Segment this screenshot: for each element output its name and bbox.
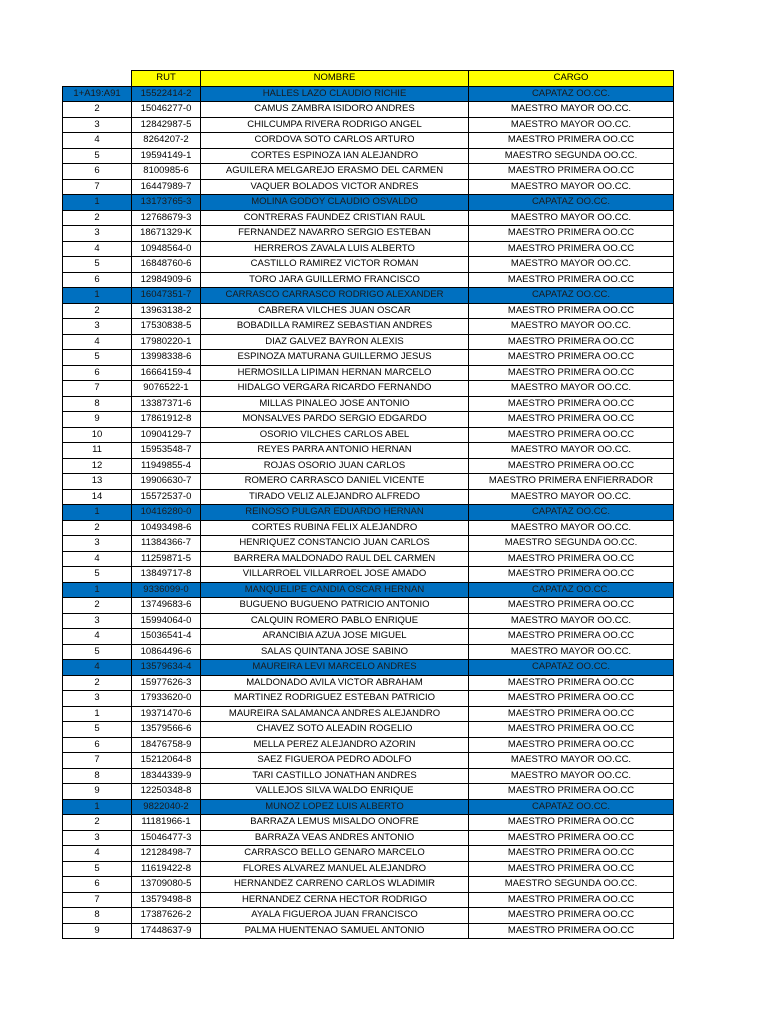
cargo-cell: CAPATAZ OO.CC. (469, 660, 674, 676)
table-row (63, 210, 674, 226)
nombre-cell: SALAS QUINTANA JOSE SABINO (201, 644, 469, 660)
row-number-cell: 1 (63, 582, 132, 598)
row-number-cell: 5 (63, 567, 132, 583)
nombre-cell: MOLINA GODOY CLAUDIO OSVALDO (201, 195, 469, 211)
nombre-cell: CORTES RUBINA FELIX ALEJANDRO (201, 520, 469, 536)
row-number-cell: 6 (63, 877, 132, 893)
cargo-cell: MAESTRO MAYOR OO.CC. (469, 613, 674, 629)
cargo-cell: MAESTRO PRIMERA OO.CC (469, 629, 674, 645)
table-row (63, 737, 674, 753)
table-row (63, 474, 674, 490)
table-row (63, 350, 674, 366)
row-number-cell: 3 (63, 830, 132, 846)
row-number-cell: 1 (63, 799, 132, 815)
row-number-cell: 5 (63, 257, 132, 273)
nombre-cell: HERMOSILLA LIPIMAN HERNAN MARCELO (201, 365, 469, 381)
table-row (63, 861, 674, 877)
table-row (63, 846, 674, 862)
table-row (63, 288, 674, 304)
table-row (63, 598, 674, 614)
nombre-cell: TIRADO VELIZ ALEJANDRO ALFREDO (201, 489, 469, 505)
row-number-cell: 4 (63, 551, 132, 567)
row-number-cell: 9 (63, 784, 132, 800)
rut-cell: 12768679-3 (132, 210, 201, 226)
workers-table (62, 70, 674, 939)
rut-cell: 13579498-8 (132, 892, 201, 908)
cargo-cell: MAESTRO PRIMERA OO.CC (469, 272, 674, 288)
rut-cell: 13709080-5 (132, 877, 201, 893)
rut-cell: 15953548-7 (132, 443, 201, 459)
nombre-cell: ESPINOZA MATURANA GUILLERMO JESUS (201, 350, 469, 366)
table-row (63, 272, 674, 288)
cargo-cell: MAESTRO SEGUNDA OO.CC. (469, 148, 674, 164)
table-row (63, 923, 674, 939)
table-row (63, 458, 674, 474)
table-row (63, 133, 674, 149)
table-row (63, 520, 674, 536)
nombre-cell: MONSALVES PARDO SERGIO EDGARDO (201, 412, 469, 428)
rut-cell: 11181966-1 (132, 815, 201, 831)
table-row (63, 660, 674, 676)
cargo-cell: MAESTRO PRIMERA OO.CC (469, 815, 674, 831)
cargo-cell: CAPATAZ OO.CC. (469, 582, 674, 598)
nombre-cell: ROJAS OSORIO JUAN CARLOS (201, 458, 469, 474)
cargo-cell: CAPATAZ OO.CC. (469, 288, 674, 304)
table-row (63, 567, 674, 583)
nombre-cell: BUGUENO BUGUENO PATRICIO ANTONIO (201, 598, 469, 614)
cargo-cell: MAESTRO PRIMERA OO.CC (469, 427, 674, 443)
nombre-cell: AYALA FIGUEROA JUAN FRANCISCO (201, 908, 469, 924)
cargo-cell: MAESTRO PRIMERA OO.CC (469, 830, 674, 846)
cargo-cell: MAESTRO MAYOR OO.CC. (469, 753, 674, 769)
rut-cell: 15572537-0 (132, 489, 201, 505)
rut-cell: 11949855-4 (132, 458, 201, 474)
nombre-cell: VALLEJOS SILVA WALDO ENRIQUE (201, 784, 469, 800)
table-row (63, 443, 674, 459)
cargo-cell: MAESTRO PRIMERA OO.CC (469, 737, 674, 753)
row-number-cell: 5 (63, 350, 132, 366)
header-row (63, 71, 674, 87)
cargo-cell: MAESTRO PRIMERA ENFIERRADOR (469, 474, 674, 490)
rut-cell: 10904129-7 (132, 427, 201, 443)
table-row (63, 427, 674, 443)
rut-cell: 13579634-4 (132, 660, 201, 676)
nombre-cell: FERNANDEZ NAVARRO SERGIO ESTEBAN (201, 226, 469, 242)
row-number-cell: 8 (63, 396, 132, 412)
nombre-cell: CORTES ESPINOZA IAN ALEJANDRO (201, 148, 469, 164)
table-row (63, 396, 674, 412)
table-row (63, 412, 674, 428)
cargo-cell: MAESTRO MAYOR OO.CC. (469, 381, 674, 397)
nombre-cell: VILLARROEL VILLARROEL JOSE AMADO (201, 567, 469, 583)
row-number-cell: 2 (63, 675, 132, 691)
cargo-cell: MAESTRO MAYOR OO.CC. (469, 102, 674, 118)
row-number-cell: 4 (63, 334, 132, 350)
nombre-cell: HERNANDEZ CARRENO CARLOS WLADIMIR (201, 877, 469, 893)
row-number-cell: 6 (63, 164, 132, 180)
cargo-cell: MAESTRO PRIMERA OO.CC (469, 722, 674, 738)
nombre-cell: OSORIO VILCHES CARLOS ABEL (201, 427, 469, 443)
nombre-cell: BARRERA MALDONADO RAUL DEL CARMEN (201, 551, 469, 567)
table-row (63, 102, 674, 118)
nombre-cell: HERREROS ZAVALA LUIS ALBERTO (201, 241, 469, 257)
row-number-cell: 2 (63, 815, 132, 831)
nombre-cell: MALDONADO AVILA VICTOR ABRAHAM (201, 675, 469, 691)
nombre-cell: MELLA PEREZ ALEJANDRO AZORIN (201, 737, 469, 753)
cargo-cell: MAESTRO PRIMERA OO.CC (469, 133, 674, 149)
row-number-cell: 3 (63, 319, 132, 335)
rut-cell: 10864496-6 (132, 644, 201, 660)
table-row (63, 815, 674, 831)
nombre-cell: BARRAZA VEAS ANDRES ANTONIO (201, 830, 469, 846)
cargo-cell: MAESTRO PRIMERA OO.CC (469, 567, 674, 583)
rut-cell: 10948564-0 (132, 241, 201, 257)
table-row (63, 381, 674, 397)
rut-cell: 17448637-9 (132, 923, 201, 939)
row-number-cell: 4 (63, 241, 132, 257)
table-row (63, 365, 674, 381)
rut-cell: 16047351-7 (132, 288, 201, 304)
row-number-cell: 2 (63, 520, 132, 536)
rut-cell: 18344339-9 (132, 768, 201, 784)
rut-cell: 13849717-8 (132, 567, 201, 583)
rut-cell: 9336099-0 (132, 582, 201, 598)
row-number-cell: 1 (63, 195, 132, 211)
rut-cell: 18671329-K (132, 226, 201, 242)
cargo-cell: MAESTRO PRIMERA OO.CC (469, 350, 674, 366)
table-row (63, 706, 674, 722)
table-row (63, 551, 674, 567)
table-row (63, 644, 674, 660)
cargo-cell: MAESTRO PRIMERA OO.CC (469, 675, 674, 691)
table-row (63, 908, 674, 924)
rut-cell: 15046477-3 (132, 830, 201, 846)
row-number-cell: 7 (63, 753, 132, 769)
nombre-cell: ARANCIBIA AZUA JOSE MIGUEL (201, 629, 469, 645)
nombre-cell: MAUREIRA SALAMANCA ANDRES ALEJANDRO (201, 706, 469, 722)
nombre-cell: CARRASCO CARRASCO RODRIGO ALEXANDER (201, 288, 469, 304)
cargo-cell: CAPATAZ OO.CC. (469, 195, 674, 211)
nombre-cell: CARRASCO BELLO GENARO MARCELO (201, 846, 469, 862)
nombre-cell: BOBADILLA RAMIREZ SEBASTIAN ANDRES (201, 319, 469, 335)
row-number-cell: 5 (63, 861, 132, 877)
row-number-cell: 4 (63, 846, 132, 862)
rut-cell: 13998338-6 (132, 350, 201, 366)
table-row (63, 722, 674, 738)
nombre-cell: SAEZ FIGUEROA PEDRO ADOLFO (201, 753, 469, 769)
table-row (63, 768, 674, 784)
nombre-cell: CAMUS ZAMBRA ISIDORO ANDRES (201, 102, 469, 118)
nombre-cell: CHILCUMPA RIVERA RODRIGO ANGEL (201, 117, 469, 133)
table-row (63, 241, 674, 257)
nombre-cell: DIAZ GALVEZ BAYRON ALEXIS (201, 334, 469, 350)
nombre-cell: VAQUER BOLADOS VICTOR ANDRES (201, 179, 469, 195)
cargo-cell: MAESTRO PRIMERA OO.CC (469, 226, 674, 242)
table-row (63, 892, 674, 908)
cargo-cell: MAESTRO PRIMERA OO.CC (469, 551, 674, 567)
table-row (63, 148, 674, 164)
nombre-cell: CHAVEZ SOTO ALEADIN ROGELIO (201, 722, 469, 738)
rut-cell: 15977626-3 (132, 675, 201, 691)
rut-cell: 17980220-1 (132, 334, 201, 350)
cargo-cell: MAESTRO MAYOR OO.CC. (469, 319, 674, 335)
cargo-cell: MAESTRO MAYOR OO.CC. (469, 489, 674, 505)
rut-cell: 9076522-1 (132, 381, 201, 397)
cargo-cell: MAESTRO MAYOR OO.CC. (469, 443, 674, 459)
table-row (63, 877, 674, 893)
nombre-cell: CABRERA VILCHES JUAN OSCAR (201, 303, 469, 319)
row-number-cell: 3 (63, 691, 132, 707)
table-row (63, 164, 674, 180)
nombre-cell: MILLAS PINALEO JOSE ANTONIO (201, 396, 469, 412)
header-rut: RUT (132, 71, 201, 87)
header-cargo: CARGO (469, 71, 674, 87)
rut-cell: 8100985-6 (132, 164, 201, 180)
rut-cell: 13173765-3 (132, 195, 201, 211)
row-number-cell: 2 (63, 598, 132, 614)
cargo-cell: MAESTRO MAYOR OO.CC. (469, 257, 674, 273)
row-number-cell: 10 (63, 427, 132, 443)
nombre-cell: CALQUIN ROMERO PABLO ENRIQUE (201, 613, 469, 629)
rut-cell: 10493498-6 (132, 520, 201, 536)
rut-cell: 12250348-8 (132, 784, 201, 800)
row-number-cell: 4 (63, 660, 132, 676)
table-row (63, 582, 674, 598)
nombre-cell: REYES PARRA ANTONIO HERNAN (201, 443, 469, 459)
table-row (63, 505, 674, 521)
row-number-cell: 4 (63, 133, 132, 149)
rut-cell: 13579566-6 (132, 722, 201, 738)
cargo-cell: MAESTRO MAYOR OO.CC. (469, 520, 674, 536)
rut-cell: 12128498-7 (132, 846, 201, 862)
nombre-cell: HERNANDEZ CERNA HECTOR RODRIGO (201, 892, 469, 908)
row-number-cell: 3 (63, 613, 132, 629)
rut-cell: 15212064-8 (132, 753, 201, 769)
cargo-cell: MAESTRO SEGUNDA OO.CC. (469, 877, 674, 893)
rut-cell: 13963138-2 (132, 303, 201, 319)
table-row (63, 830, 674, 846)
rut-cell: 15046277-0 (132, 102, 201, 118)
cargo-cell: MAESTRO MAYOR OO.CC. (469, 179, 674, 195)
cargo-cell: CAPATAZ OO.CC. (469, 505, 674, 521)
row-number-cell: 2 (63, 210, 132, 226)
row-number-cell: 1 (63, 505, 132, 521)
rut-cell: 19594149-1 (132, 148, 201, 164)
rut-cell: 11259871-5 (132, 551, 201, 567)
row-number-cell: 6 (63, 272, 132, 288)
row-number-cell: 3 (63, 226, 132, 242)
table-row (63, 303, 674, 319)
row-number-cell: 3 (63, 536, 132, 552)
cargo-cell: MAESTRO PRIMERA OO.CC (469, 164, 674, 180)
row-number-cell: 11 (63, 443, 132, 459)
cargo-cell: CAPATAZ OO.CC. (469, 799, 674, 815)
nombre-cell: MAUREIRA LEVI MARCELO ANDRES (201, 660, 469, 676)
rut-cell: 10416280-0 (132, 505, 201, 521)
cargo-cell: MAESTRO SEGUNDA OO.CC. (469, 536, 674, 552)
nombre-cell: HENRIQUEZ CONSTANCIO JUAN CARLOS (201, 536, 469, 552)
nombre-cell: PALMA HUENTENAO SAMUEL ANTONIO (201, 923, 469, 939)
cargo-cell: MAESTRO PRIMERA OO.CC (469, 396, 674, 412)
cargo-cell: MAESTRO PRIMERA OO.CC (469, 365, 674, 381)
cargo-cell: MAESTRO PRIMERA OO.CC (469, 412, 674, 428)
row-number-cell: 8 (63, 908, 132, 924)
cargo-cell: MAESTRO PRIMERA OO.CC (469, 706, 674, 722)
nombre-cell: REINOSO PULGAR EDUARDO HERNAN (201, 505, 469, 521)
row-number-cell: 5 (63, 148, 132, 164)
table-row (63, 195, 674, 211)
cargo-cell: MAESTRO MAYOR OO.CC. (469, 210, 674, 226)
nombre-cell: HIDALGO VERGARA RICARDO FERNANDO (201, 381, 469, 397)
rut-cell: 9822040-2 (132, 799, 201, 815)
rut-cell: 11384366-7 (132, 536, 201, 552)
nombre-cell: CORDOVA SOTO CARLOS ARTURO (201, 133, 469, 149)
rut-cell: 18476758-9 (132, 737, 201, 753)
row-number-cell: 13 (63, 474, 132, 490)
table-row (63, 536, 674, 552)
nombre-cell: FLORES ALVAREZ MANUEL ALEJANDRO (201, 861, 469, 877)
rut-cell: 11619422-8 (132, 861, 201, 877)
nombre-cell: TORO JARA GUILLERMO FRANCISCO (201, 272, 469, 288)
rut-cell: 17861912-8 (132, 412, 201, 428)
rut-cell: 8264207-2 (132, 133, 201, 149)
row-number-cell: 6 (63, 365, 132, 381)
cargo-cell: MAESTRO PRIMERA OO.CC (469, 598, 674, 614)
cargo-cell: MAESTRO PRIMERA OO.CC (469, 908, 674, 924)
rut-cell: 16848760-6 (132, 257, 201, 273)
rut-cell: 17933620-0 (132, 691, 201, 707)
cargo-cell: MAESTRO PRIMERA OO.CC (469, 846, 674, 862)
nombre-cell: HALLES LAZO CLAUDIO RICHIE (201, 86, 469, 102)
rut-cell: 13749683-6 (132, 598, 201, 614)
row-number-cell: 5 (63, 644, 132, 660)
rut-cell: 19906630-7 (132, 474, 201, 490)
cargo-cell: MAESTRO PRIMERA OO.CC (469, 923, 674, 939)
cargo-cell: MAESTRO PRIMERA OO.CC (469, 892, 674, 908)
rut-cell: 13387371-6 (132, 396, 201, 412)
table-row (63, 86, 674, 102)
table-row (63, 784, 674, 800)
rut-cell: 15522414-2 (132, 86, 201, 102)
cargo-cell: MAESTRO PRIMERA OO.CC (469, 784, 674, 800)
rut-cell: 12842987-5 (132, 117, 201, 133)
table-row (63, 799, 674, 815)
rut-cell: 15036541-4 (132, 629, 201, 645)
cargo-cell: CAPATAZ OO.CC. (469, 86, 674, 102)
rut-cell: 17530838-5 (132, 319, 201, 335)
rut-cell: 19371470-6 (132, 706, 201, 722)
table-row (63, 319, 674, 335)
table-row (63, 117, 674, 133)
table-row (63, 489, 674, 505)
cargo-cell: MAESTRO PRIMERA OO.CC (469, 458, 674, 474)
row-number-cell: 6 (63, 737, 132, 753)
table-row (63, 179, 674, 195)
rut-cell: 12984909-6 (132, 272, 201, 288)
header-nombre: NOMBRE (201, 71, 469, 87)
row-number-cell: 4 (63, 629, 132, 645)
cargo-cell: MAESTRO PRIMERA OO.CC (469, 861, 674, 877)
row-number-cell: 7 (63, 179, 132, 195)
row-number-cell: 7 (63, 892, 132, 908)
table-row (63, 753, 674, 769)
nombre-cell: CASTILLO RAMIREZ VICTOR ROMAN (201, 257, 469, 273)
row-number-cell: 14 (63, 489, 132, 505)
row-number-cell: 9 (63, 923, 132, 939)
row-number-cell: 1 (63, 288, 132, 304)
cargo-cell: MAESTRO PRIMERA OO.CC (469, 241, 674, 257)
row-number-cell: 5 (63, 722, 132, 738)
cargo-cell: MAESTRO PRIMERA OO.CC (469, 691, 674, 707)
rut-cell: 16447989-7 (132, 179, 201, 195)
nombre-cell: TARI CASTILLO JONATHAN ANDRES (201, 768, 469, 784)
nombre-cell: MARTINEZ RODRIGUEZ ESTEBAN PATRICIO (201, 691, 469, 707)
row-number-cell: 12 (63, 458, 132, 474)
table-row (63, 691, 674, 707)
header-blank-cell (63, 71, 132, 87)
cargo-cell: MAESTRO MAYOR OO.CC. (469, 768, 674, 784)
rut-cell: 17387626-2 (132, 908, 201, 924)
cargo-cell: MAESTRO PRIMERA OO.CC (469, 303, 674, 319)
table-row (63, 675, 674, 691)
row-number-cell: 1+A19:A91 (63, 86, 132, 102)
nombre-cell: AGUILERA MELGAREJO ERASMO DEL CARMEN (201, 164, 469, 180)
rut-cell: 16664159-4 (132, 365, 201, 381)
table-row (63, 257, 674, 273)
cargo-cell: MAESTRO MAYOR OO.CC. (469, 644, 674, 660)
nombre-cell: MANQUELIPE CANDIA OSCAR HERNAN (201, 582, 469, 598)
row-number-cell: 7 (63, 381, 132, 397)
table-row (63, 613, 674, 629)
row-number-cell: 1 (63, 706, 132, 722)
row-number-cell: 2 (63, 102, 132, 118)
nombre-cell: MUNOZ LOPEZ LUIS ALBERTO (201, 799, 469, 815)
nombre-cell: BARRAZA LEMUS MISALDO ONOFRE (201, 815, 469, 831)
table-row (63, 334, 674, 350)
row-number-cell: 2 (63, 303, 132, 319)
table-row (63, 629, 674, 645)
table-row (63, 226, 674, 242)
cargo-cell: MAESTRO PRIMERA OO.CC (469, 334, 674, 350)
nombre-cell: CONTRERAS FAUNDEZ CRISTIAN RAUL (201, 210, 469, 226)
nombre-cell: ROMERO CARRASCO DANIEL VICENTE (201, 474, 469, 490)
cargo-cell: MAESTRO MAYOR OO.CC. (469, 117, 674, 133)
row-number-cell: 9 (63, 412, 132, 428)
row-number-cell: 8 (63, 768, 132, 784)
row-number-cell: 3 (63, 117, 132, 133)
rut-cell: 15994064-0 (132, 613, 201, 629)
